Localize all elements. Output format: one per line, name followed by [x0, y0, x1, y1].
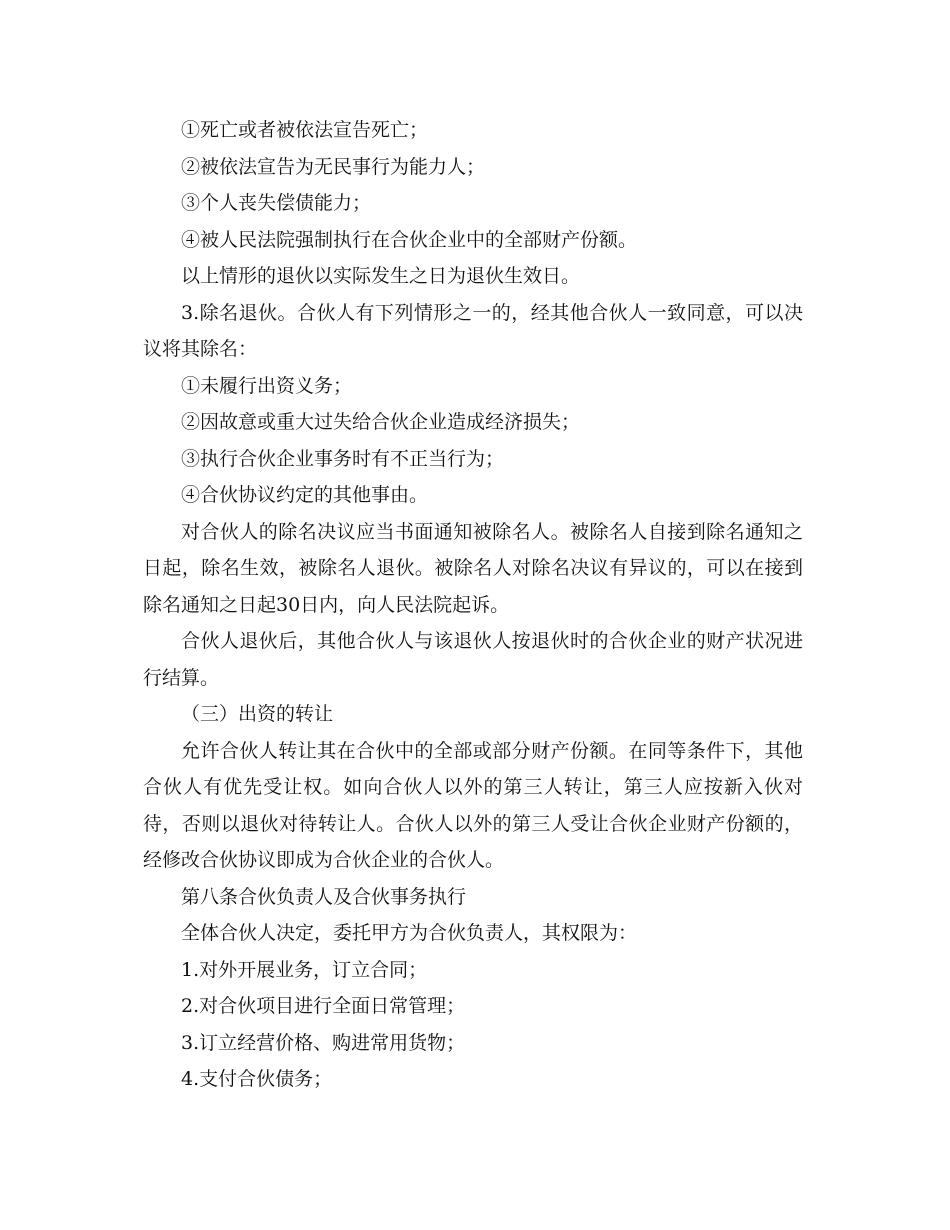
paragraph-settlement: 合伙人退伙后，其他合伙人与该退伙人按退伙时的合伙企业的财产状况进行结算。 [143, 630, 803, 689]
list-item-contracts: 1.对外开展业务，订立合同； [181, 958, 428, 981]
list-item-negligence: ②因故意或重大过失给合伙企业造成经济损失； [181, 411, 581, 433]
article-heading-eight: 第八条合伙负责人及合伙事务执行 [181, 885, 467, 908]
list-item-other-reasons: ④合伙协议约定的其他事由。 [181, 484, 429, 506]
paragraph-appointment: 全体合伙人决定，委托甲方为合伙负责人，其权限为： [181, 922, 638, 944]
list-item-enforcement: ④被人民法院强制执行在合伙企业中的全部财产份额。 [181, 228, 638, 251]
paragraph-expulsion: 3.除名退伙。合伙人有下列情形之一的，经其他合伙人一致同意，可以决议将其除名： [143, 301, 803, 360]
document-body [143, 112, 803, 1098]
list-item-no-contribution: ①未履行出资义务； [181, 374, 353, 397]
paragraph-expulsion-notice: 对合伙人的除名决议应当书面通知被除名人。被除名人自接到除名通知之日起，除名生效，被除名人退伙。被除名人对除名决议有异议的，可以在接到除名通知之日起30日内，向人民法院起诉。 [143, 520, 803, 616]
section-heading-transfer: （三）出资的转让 [181, 703, 334, 725]
list-item-incapacity: ②被依法宣告为无民事行为能力人； [181, 155, 486, 178]
list-item-pricing: 3.订立经营价格、购进常用货物； [181, 1031, 466, 1054]
list-item-death: ①死亡或者被依法宣告死亡； [181, 119, 429, 141]
paragraph-effective-date: 以上情形的退伙以实际发生之日为退伙生效日。 [181, 265, 581, 287]
list-item-management: 2.对合伙项目进行全面日常管理； [181, 995, 466, 1017]
list-item-insolvency: ③个人丧失偿债能力； [181, 192, 372, 214]
list-item-debts: 4.支付合伙债务； [181, 1068, 333, 1090]
list-item-misconduct: ③执行合伙企业事务时有不正当行为； [181, 447, 505, 470]
paragraph-transfer: 允许合伙人转让其在合伙中的全部或部分财产份额。在同等条件下，其他合伙人有优先受让权。如向合伙人以外的第三人转让，第三人应按新入伙对待，否则以退伙对待转让人。合伙人以外的第三人受让合伙企业财产份额的，经修改合伙协议即成为合伙企业的合伙人。 [143, 739, 803, 871]
